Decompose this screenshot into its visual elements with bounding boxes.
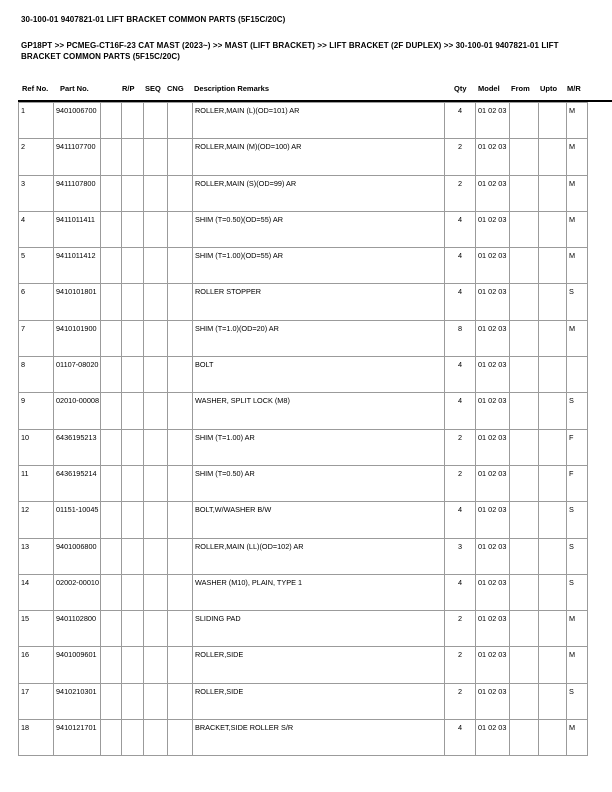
cell-model: 01 02 03 — [476, 357, 510, 393]
cell-blank — [101, 139, 122, 175]
cell-mr: M — [567, 611, 588, 647]
header-description: Description Remarks — [194, 84, 270, 93]
cell-cng — [168, 320, 193, 356]
cell-seq — [144, 574, 168, 610]
cell-description: ROLLER,MAIN (S)(OD=99) AR — [193, 175, 445, 211]
cell-seq — [144, 502, 168, 538]
cell-qty: 4 — [445, 284, 476, 320]
cell-upto — [539, 574, 567, 610]
cell-qty: 2 — [445, 139, 476, 175]
cell-qty: 3 — [445, 538, 476, 574]
header-qty: Qty — [454, 84, 467, 93]
cell-model: 01 02 03 — [476, 502, 510, 538]
cell-mr: M — [567, 175, 588, 211]
cell-qty: 4 — [445, 720, 476, 756]
cell-part-no: 9410210301 — [54, 683, 101, 719]
cell-ref-no: 15 — [19, 611, 54, 647]
cell-ref-no: 11 — [19, 465, 54, 501]
cell-seq — [144, 248, 168, 284]
cell-cng — [168, 211, 193, 247]
cell-part-no: 02002-00010 — [54, 574, 101, 610]
cell-description: SLIDING PAD — [193, 611, 445, 647]
cell-model: 01 02 03 — [476, 429, 510, 465]
cell-rp — [122, 139, 144, 175]
cell-rp — [122, 574, 144, 610]
table-row — [19, 393, 588, 429]
cell-upto — [539, 647, 567, 683]
cell-from — [510, 429, 539, 465]
header-cng: CNG — [167, 84, 184, 93]
cell-blank — [101, 574, 122, 610]
cell-blank — [101, 248, 122, 284]
cell-from — [510, 611, 539, 647]
cell-description: SHIM (T=0.50)(OD=55) AR — [193, 211, 445, 247]
cell-description: ROLLER,SIDE — [193, 683, 445, 719]
cell-ref-no: 1 — [19, 103, 54, 139]
cell-description: BOLT,W/WASHER B/W — [193, 502, 445, 538]
cell-model: 01 02 03 — [476, 683, 510, 719]
cell-upto — [539, 284, 567, 320]
cell-mr: M — [567, 248, 588, 284]
cell-rp — [122, 175, 144, 211]
cell-rp — [122, 611, 144, 647]
cell-blank — [101, 320, 122, 356]
cell-model: 01 02 03 — [476, 574, 510, 610]
cell-qty: 2 — [445, 465, 476, 501]
cell-from — [510, 465, 539, 501]
cell-cng — [168, 357, 193, 393]
cell-model: 01 02 03 — [476, 465, 510, 501]
cell-part-no: 9411107700 — [54, 139, 101, 175]
cell-part-no: 9410121701 — [54, 720, 101, 756]
cell-upto — [539, 175, 567, 211]
cell-upto — [539, 611, 567, 647]
cell-blank — [101, 103, 122, 139]
cell-from — [510, 139, 539, 175]
cell-part-no: 9411011411 — [54, 211, 101, 247]
cell-blank — [101, 538, 122, 574]
cell-from — [510, 211, 539, 247]
cell-seq — [144, 139, 168, 175]
cell-description: WASHER, SPLIT LOCK (M8) — [193, 393, 445, 429]
cell-qty: 4 — [445, 248, 476, 284]
cell-cng — [168, 465, 193, 501]
cell-mr: S — [567, 683, 588, 719]
cell-seq — [144, 538, 168, 574]
cell-cng — [168, 429, 193, 465]
cell-upto — [539, 683, 567, 719]
cell-rp — [122, 248, 144, 284]
cell-seq — [144, 647, 168, 683]
cell-from — [510, 538, 539, 574]
header-model: Model — [478, 84, 500, 93]
cell-rp — [122, 103, 144, 139]
header-ref-no: Ref No. — [22, 84, 49, 93]
cell-ref-no: 8 — [19, 357, 54, 393]
cell-blank — [101, 683, 122, 719]
cell-blank — [101, 211, 122, 247]
cell-cng — [168, 248, 193, 284]
cell-cng — [168, 139, 193, 175]
cell-ref-no: 9 — [19, 393, 54, 429]
cell-from — [510, 103, 539, 139]
cell-part-no: 9401102800 — [54, 611, 101, 647]
cell-upto — [539, 248, 567, 284]
cell-from — [510, 284, 539, 320]
cell-rp — [122, 647, 144, 683]
cell-cng — [168, 538, 193, 574]
cell-cng — [168, 683, 193, 719]
cell-from — [510, 320, 539, 356]
cell-model: 01 02 03 — [476, 720, 510, 756]
cell-seq — [144, 175, 168, 211]
parts-table — [18, 102, 588, 756]
cell-model: 01 02 03 — [476, 320, 510, 356]
cell-upto — [539, 429, 567, 465]
cell-upto — [539, 103, 567, 139]
cell-model: 01 02 03 — [476, 103, 510, 139]
cell-upto — [539, 720, 567, 756]
table-row — [19, 574, 588, 610]
cell-ref-no: 16 — [19, 647, 54, 683]
cell-ref-no: 7 — [19, 320, 54, 356]
table-row — [19, 139, 588, 175]
table-row — [19, 284, 588, 320]
cell-ref-no: 5 — [19, 248, 54, 284]
cell-blank — [101, 357, 122, 393]
table-row — [19, 647, 588, 683]
cell-seq — [144, 683, 168, 719]
cell-from — [510, 175, 539, 211]
cell-from — [510, 720, 539, 756]
cell-part-no: 9401009601 — [54, 647, 101, 683]
cell-cng — [168, 611, 193, 647]
cell-mr: S — [567, 393, 588, 429]
cell-mr: S — [567, 502, 588, 538]
cell-upto — [539, 320, 567, 356]
cell-ref-no: 17 — [19, 683, 54, 719]
cell-ref-no: 2 — [19, 139, 54, 175]
cell-cng — [168, 720, 193, 756]
cell-seq — [144, 284, 168, 320]
cell-part-no: 9411011412 — [54, 248, 101, 284]
cell-description: ROLLER STOPPER — [193, 284, 445, 320]
cell-blank — [101, 720, 122, 756]
table-row — [19, 103, 588, 139]
cell-description: SHIM (T=1.00) AR — [193, 429, 445, 465]
cell-part-no: 9410101801 — [54, 284, 101, 320]
page-title: 30-100-01 9407821-01 LIFT BRACKET COMMON PARTS (5F15C/20C) — [21, 15, 286, 24]
cell-description: BRACKET,SIDE ROLLER S/R — [193, 720, 445, 756]
cell-rp — [122, 538, 144, 574]
cell-mr: M — [567, 211, 588, 247]
cell-seq — [144, 320, 168, 356]
cell-blank — [101, 393, 122, 429]
cell-qty: 4 — [445, 393, 476, 429]
breadcrumb[interactable]: GP18PT >> PCMEG-CT16F-23 CAT MAST (2023~) >> MAST (LIFT BRACKET) >> LIFT BRACKET (2F DUPLEX) >> 30-100-01 9407821-01 LIFT BRACKET COMMON PARTS (5F15C/20C) — [21, 41, 559, 61]
cell-description: ROLLER,MAIN (LL)(OD=102) AR — [193, 538, 445, 574]
cell-upto — [539, 393, 567, 429]
cell-mr: M — [567, 720, 588, 756]
table-row — [19, 720, 588, 756]
cell-rp — [122, 720, 144, 756]
cell-upto — [539, 357, 567, 393]
cell-qty: 4 — [445, 211, 476, 247]
cell-seq — [144, 465, 168, 501]
cell-qty: 4 — [445, 103, 476, 139]
cell-seq — [144, 393, 168, 429]
cell-ref-no: 6 — [19, 284, 54, 320]
table-row — [19, 538, 588, 574]
cell-model: 01 02 03 — [476, 611, 510, 647]
cell-from — [510, 393, 539, 429]
cell-cng — [168, 284, 193, 320]
table-row — [19, 175, 588, 211]
cell-rp — [122, 393, 144, 429]
cell-part-no: 9411107800 — [54, 175, 101, 211]
cell-ref-no: 14 — [19, 574, 54, 610]
table-row — [19, 429, 588, 465]
cell-blank — [101, 647, 122, 683]
cell-rp — [122, 211, 144, 247]
cell-description: ROLLER,SIDE — [193, 647, 445, 683]
cell-blank — [101, 175, 122, 211]
table-row — [19, 248, 588, 284]
cell-description: ROLLER,MAIN (M)(OD=100) AR — [193, 139, 445, 175]
table-row — [19, 611, 588, 647]
cell-part-no: 01107-08020 — [54, 357, 101, 393]
cell-qty: 4 — [445, 502, 476, 538]
cell-rp — [122, 465, 144, 501]
cell-description: SHIM (T=1.0)(OD=20) AR — [193, 320, 445, 356]
cell-blank — [101, 465, 122, 501]
cell-from — [510, 248, 539, 284]
cell-ref-no: 13 — [19, 538, 54, 574]
cell-qty: 4 — [445, 357, 476, 393]
cell-part-no: 6436195213 — [54, 429, 101, 465]
header-rp: R/P — [122, 84, 135, 93]
cell-rp — [122, 429, 144, 465]
cell-mr: M — [567, 139, 588, 175]
cell-upto — [539, 538, 567, 574]
cell-from — [510, 574, 539, 610]
cell-from — [510, 647, 539, 683]
cell-seq — [144, 357, 168, 393]
cell-mr: S — [567, 538, 588, 574]
cell-upto — [539, 465, 567, 501]
cell-mr: M — [567, 320, 588, 356]
cell-cng — [168, 647, 193, 683]
header-upto: Upto — [540, 84, 558, 93]
cell-model: 01 02 03 — [476, 139, 510, 175]
cell-ref-no: 12 — [19, 502, 54, 538]
cell-upto — [539, 211, 567, 247]
cell-cng — [168, 502, 193, 538]
cell-rp — [122, 320, 144, 356]
cell-description: WASHER (M10), PLAIN, TYPE 1 — [193, 574, 445, 610]
cell-qty: 8 — [445, 320, 476, 356]
cell-part-no: 6436195214 — [54, 465, 101, 501]
cell-blank — [101, 502, 122, 538]
cell-part-no: 01151-10045 — [54, 502, 101, 538]
header-mr: M/R — [567, 84, 581, 93]
cell-cng — [168, 574, 193, 610]
table-row — [19, 502, 588, 538]
cell-ref-no: 10 — [19, 429, 54, 465]
cell-description: ROLLER,MAIN (L)(OD=101) AR — [193, 103, 445, 139]
cell-blank — [101, 429, 122, 465]
cell-mr: M — [567, 103, 588, 139]
cell-rp — [122, 683, 144, 719]
cell-qty: 2 — [445, 611, 476, 647]
cell-qty: 4 — [445, 574, 476, 610]
cell-mr: M — [567, 647, 588, 683]
cell-blank — [101, 611, 122, 647]
cell-cng — [168, 103, 193, 139]
cell-from — [510, 683, 539, 719]
cell-mr: S — [567, 574, 588, 610]
cell-upto — [539, 502, 567, 538]
table-row — [19, 211, 588, 247]
cell-description: SHIM (T=1.00)(OD=55) AR — [193, 248, 445, 284]
cell-mr — [567, 357, 588, 393]
cell-upto — [539, 139, 567, 175]
cell-model: 01 02 03 — [476, 538, 510, 574]
cell-model: 01 02 03 — [476, 647, 510, 683]
cell-rp — [122, 357, 144, 393]
header-part-no: Part No. — [60, 84, 89, 93]
cell-part-no: 9401006700 — [54, 103, 101, 139]
cell-seq — [144, 720, 168, 756]
cell-model: 01 02 03 — [476, 175, 510, 211]
cell-seq — [144, 611, 168, 647]
cell-ref-no: 4 — [19, 211, 54, 247]
header-seq: SEQ — [145, 84, 161, 93]
cell-model: 01 02 03 — [476, 248, 510, 284]
cell-part-no: 9410101900 — [54, 320, 101, 356]
cell-model: 01 02 03 — [476, 284, 510, 320]
cell-rp — [122, 502, 144, 538]
cell-part-no: 9401006800 — [54, 538, 101, 574]
cell-cng — [168, 175, 193, 211]
cell-mr: S — [567, 284, 588, 320]
cell-qty: 2 — [445, 647, 476, 683]
cell-model: 01 02 03 — [476, 211, 510, 247]
cell-rp — [122, 284, 144, 320]
cell-mr: F — [567, 465, 588, 501]
table-row — [19, 683, 588, 719]
cell-seq — [144, 103, 168, 139]
cell-qty: 2 — [445, 429, 476, 465]
header-from: From — [511, 84, 530, 93]
cell-qty: 2 — [445, 683, 476, 719]
cell-seq — [144, 429, 168, 465]
cell-from — [510, 357, 539, 393]
cell-ref-no: 3 — [19, 175, 54, 211]
cell-description: BOLT — [193, 357, 445, 393]
table-row — [19, 465, 588, 501]
cell-cng — [168, 393, 193, 429]
cell-qty: 2 — [445, 175, 476, 211]
cell-ref-no: 18 — [19, 720, 54, 756]
cell-part-no: 02010-00008 — [54, 393, 101, 429]
cell-description: SHIM (T=0.50) AR — [193, 465, 445, 501]
cell-from — [510, 502, 539, 538]
table-row — [19, 357, 588, 393]
cell-model: 01 02 03 — [476, 393, 510, 429]
cell-seq — [144, 211, 168, 247]
cell-blank — [101, 284, 122, 320]
table-row — [19, 320, 588, 356]
cell-mr: F — [567, 429, 588, 465]
